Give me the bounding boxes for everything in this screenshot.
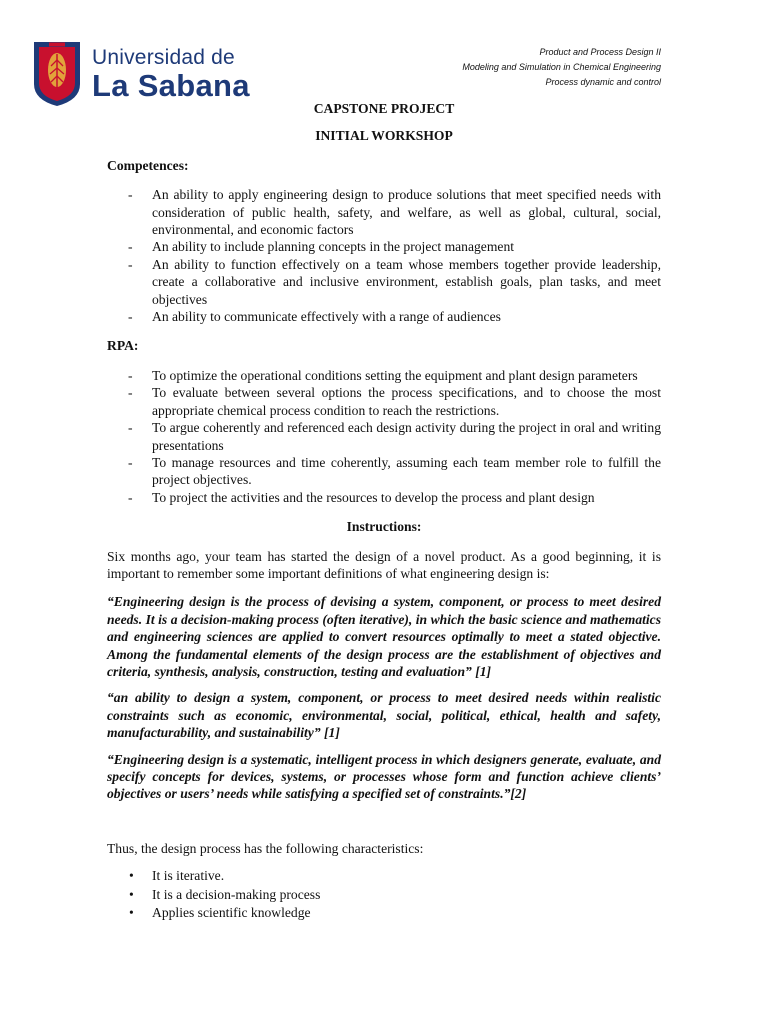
course-line: Product and Process Design II [539, 47, 661, 57]
list-item: - An ability to function effectively on a team whose members together provide leadership, create a collaborative and inclusive environment, establish goals, plan tasks, and meet objectives [107, 256, 661, 308]
rpa-list [107, 367, 661, 506]
logo-wordmark-line2: La Sabana [92, 68, 250, 103]
characteristics-list [107, 867, 661, 923]
document-title: CAPSTONE PROJECT [313, 101, 455, 116]
university-logo [32, 40, 250, 108]
definition-quote: “Engineering design is a systematic, intelligent process in which designers generate, evaluate, and specify concepts for devices, systems, or processes whose form and function achieve clients’ objectives or users’ needs while satisfying a specified set of constraints.”[2] [107, 751, 661, 802]
list-item: - To evaluate between several options the process specifications, and to choose the most appropriate chemical process condition to reach the restrictions. [107, 384, 661, 419]
course-line: Process dynamic and control [545, 77, 661, 87]
list-item: - An ability to communicate effectively with a range of audiences [107, 308, 661, 325]
list-item: - To project the activities and the resources to develop the process and plant design [107, 489, 661, 506]
rpa-heading: RPA: [107, 338, 139, 354]
definition-quote: “an ability to design a system, component, or process to meet desired needs within realistic constraints such as economic, environmental, social, political, ethical, health and safety, manufacturability, and sustainability” [1] [107, 690, 661, 741]
list-item: • Applies scientific knowledge [107, 904, 661, 923]
list-item: • It is a decision-making process [107, 886, 661, 905]
instructions-intro: Six months ago, your team has started the design of a novel product. As a good beginning, it is important to remember some important definitions of what engineering design is: [107, 548, 661, 581]
list-item: - An ability to include planning concepts in the project management [107, 238, 661, 255]
course-line: Modeling and Simulation in Chemical Engineering [462, 62, 661, 72]
course-info [462, 45, 661, 90]
list-item: - To optimize the operational conditions setting the equipment and plant design parameters [107, 367, 661, 384]
definition-quote: “Engineering design is the process of devising a system, component, or process to meet desired needs. It is a decision-making process (often iterative), in which the basic science and mathematics and engineering sciences are applied to convert resources optimally to meet a stated objective. Among the fundamental elements of the design process are the establishment of objectives and criteria, synthesis, analysis, construction, testing and evaluation” [1] [107, 594, 661, 679]
document-subtitle: INITIAL WORKSHOP [315, 128, 453, 144]
logo-wordmark-line1: Universidad de [92, 46, 235, 69]
list-item: - To manage resources and time coherently, assuming each team member role to fulfill the project objectives. [107, 454, 661, 489]
document-body [107, 100, 661, 923]
list-item: - An ability to apply engineering design to produce solutions that meet specified needs with consideration of public health, safety, and welfare, as well as global, cultural, social, environmental, and economic factors [107, 186, 661, 238]
competences-list [107, 186, 661, 325]
competences-heading: Competences: [107, 157, 189, 173]
list-item: • It is iterative. [107, 867, 661, 886]
list-item: - To argue coherently and referenced each design activity during the project in oral and writing presentations [107, 419, 661, 454]
university-seal-icon [32, 40, 82, 108]
instructions-heading: Instructions: [346, 519, 422, 535]
characteristics-intro: Thus, the design process has the following characteristics: [107, 840, 424, 856]
